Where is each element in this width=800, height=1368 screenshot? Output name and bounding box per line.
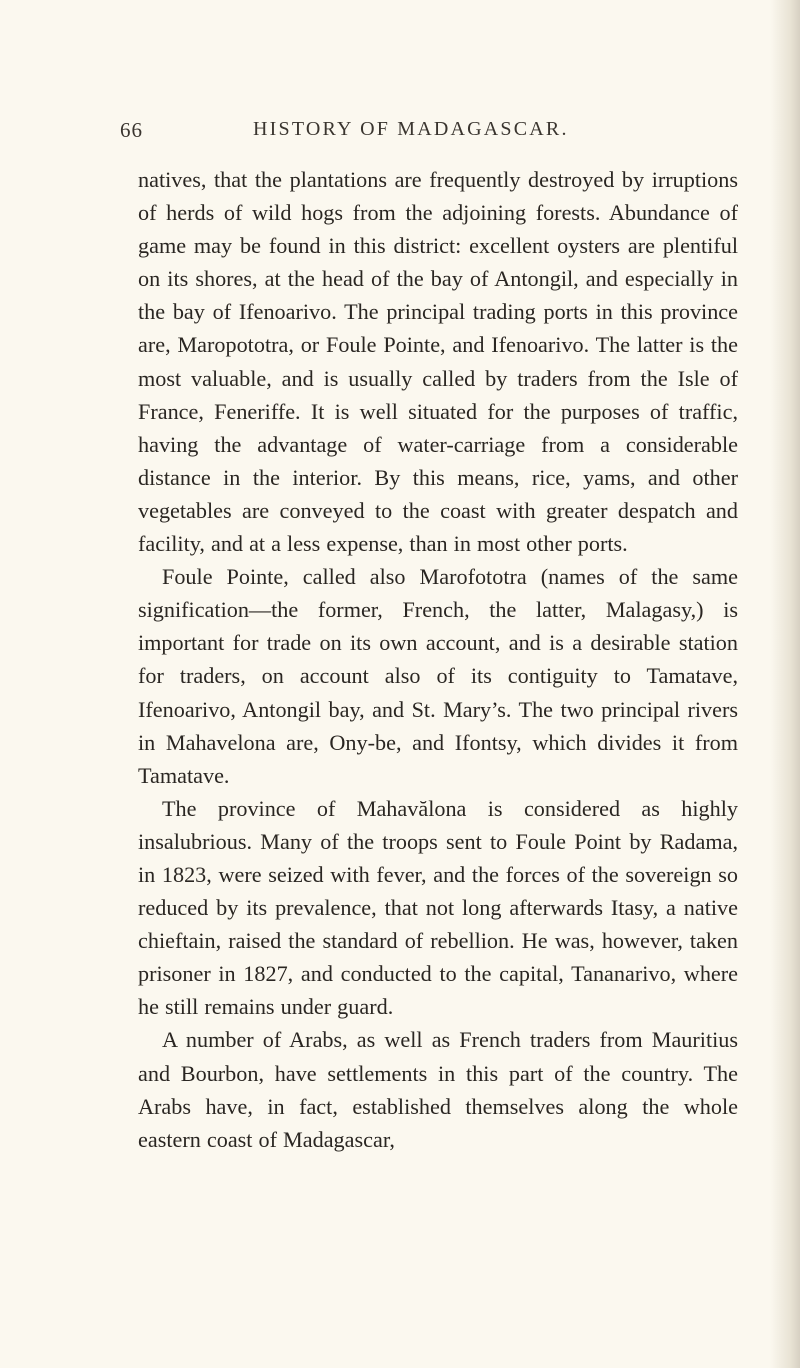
paragraph: natives, that the plantations are frequently destroyed by irruptions of herds of wild hogs from the adjoining forests. Abundance of game may be found in this district: excellent oysters are plentiful on its shores, at the head of the bay of Antongil, and especially in the bay of Ifenoarivo. The principal trading ports in this province are, Maropototra, or Foule Pointe, and Ifenoarivo. The latter is the most valuable, and is usually called by traders from the Isle of France, Feneriffe. It is well situated for the purposes of traffic, having the advantage of water-carriage from a considerable distance in the interior. By this means, rice, yams, and other vegetables are conveyed to the coast with greater despatch and facility, and at a less expense, than in most other ports. [138,167,738,557]
page-header [120,118,760,148]
paragraph: A number of Arabs, as well as French traders from Mauritius and Bourbon, have settlements in this part of the country. The Arabs have, in fact, established themselves along the whole eastern coast of Madagascar, [138,1027,738,1152]
running-head: HISTORY OF MADAGASCAR. [253,118,569,140]
paragraph: The province of Mahavălona is considered as highly insalubrious. Many of the troops sent to Foule Point by Radama, in 1823, were seized with fever, and the forces of the sovereign so reduced by its prevalence, that not long afterwards Itasy, a native chieftain, raised the standard of rebellion. He was, however, taken prisoner in 1827, and conducted to the capital, Tananarivo, where he still remains under guard. [138,795,738,1020]
body-text [138,163,738,1156]
page-number: 66 [120,118,143,142]
paragraph: Foule Pointe, called also Marofototra (names of the same signification—the former, French, the latter, Malagasy,) is important for trade on its own account, and is a desirable station for traders, on account also of its contiguity to Tamatave, Ifenoarivo, Antongil bay, and St. Mary’s. The two principal rivers in Mahavelona are, Ony-be, and Ifontsy, which divides it from Tamatave. [138,564,738,788]
